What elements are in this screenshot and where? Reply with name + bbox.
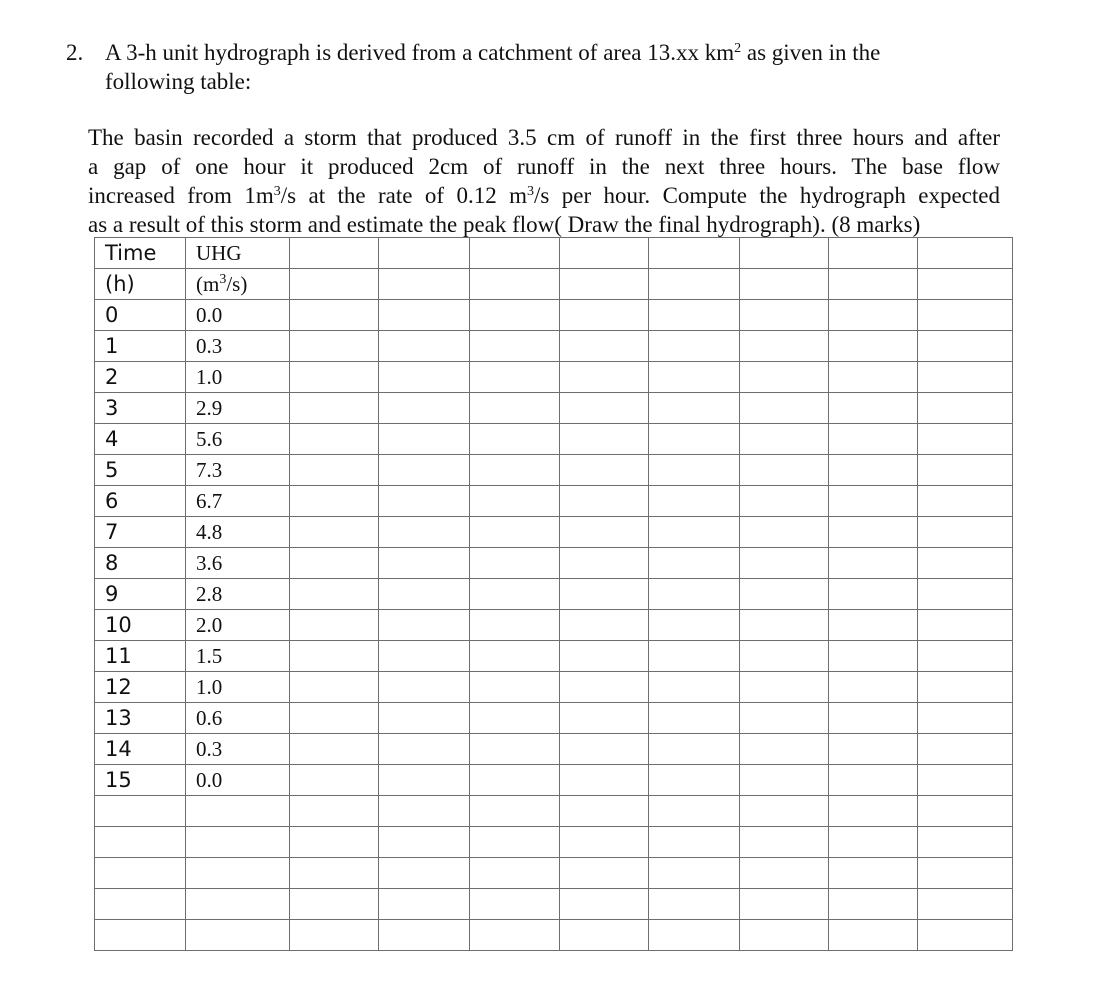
empty-cell (740, 300, 829, 331)
empty-cell (290, 269, 379, 300)
empty-cell (379, 889, 470, 920)
empty-cell (829, 238, 918, 269)
empty-cell (379, 517, 470, 548)
empty-cell (649, 455, 740, 486)
empty-cell (829, 579, 918, 610)
empty-cell (740, 610, 829, 641)
empty-cell (740, 424, 829, 455)
empty-cell (379, 579, 470, 610)
uhg-unit-a: (m (196, 271, 220, 296)
empty-cell (470, 486, 560, 517)
question-number: 2. (66, 40, 84, 65)
empty-cell (290, 641, 379, 672)
empty-cell (290, 579, 379, 610)
blank-row (95, 827, 1013, 858)
empty-cell (918, 269, 1013, 300)
time-cell: 14 (95, 734, 186, 765)
empty-cell (379, 610, 470, 641)
uhg-cell: 2.0 (186, 610, 290, 641)
empty-cell (649, 238, 740, 269)
empty-cell (290, 455, 379, 486)
uhg-cell: 0.0 (186, 765, 290, 796)
empty-cell (740, 517, 829, 548)
empty-cell (290, 672, 379, 703)
empty-cell (186, 796, 290, 827)
table-row (95, 672, 1013, 703)
empty-cell (186, 889, 290, 920)
table-row (95, 548, 1013, 579)
empty-cell (186, 858, 290, 889)
empty-cell (290, 424, 379, 455)
empty-cell (290, 486, 379, 517)
empty-cell (829, 641, 918, 672)
empty-cell (918, 300, 1013, 331)
empty-cell (918, 703, 1013, 734)
time-cell: 7 (95, 517, 186, 548)
empty-cell (740, 734, 829, 765)
blank-row (95, 920, 1013, 951)
empty-cell (290, 300, 379, 331)
empty-cell (649, 393, 740, 424)
table-row (95, 517, 1013, 548)
empty-cell (379, 703, 470, 734)
empty-cell (290, 796, 379, 827)
empty-cell (918, 672, 1013, 703)
paragraph-line-3-b: /s at the rate of 0.12 m (280, 183, 528, 208)
empty-cell (470, 765, 560, 796)
uhg-cell: 1.5 (186, 641, 290, 672)
empty-cell (649, 796, 740, 827)
header-row-2 (95, 269, 1013, 300)
table-row (95, 765, 1013, 796)
empty-cell (290, 765, 379, 796)
empty-cell (560, 548, 649, 579)
empty-cell (918, 858, 1013, 889)
empty-cell (740, 548, 829, 579)
table-row (95, 734, 1013, 765)
uhg-unit-exponent: 3 (219, 271, 227, 287)
empty-cell (740, 858, 829, 889)
empty-cell (290, 393, 379, 424)
empty-cell (290, 610, 379, 641)
empty-cell (560, 579, 649, 610)
empty-cell (649, 362, 740, 393)
empty-cell (560, 331, 649, 362)
empty-cell (649, 548, 740, 579)
empty-cell (290, 920, 379, 951)
empty-cell (470, 238, 560, 269)
empty-cell (186, 920, 290, 951)
question-text-b: as given in the (741, 40, 881, 65)
empty-cell (560, 486, 649, 517)
time-cell: 9 (95, 579, 186, 610)
paragraph-line-1: The basin recorded a storm that produced 3.5 cm of runoff in the first three hours and after (88, 125, 1000, 150)
empty-cell (470, 641, 560, 672)
header-uhg-unit (186, 269, 290, 300)
empty-cell (740, 238, 829, 269)
unit-hydrograph-table (94, 237, 1013, 951)
empty-cell (560, 889, 649, 920)
paragraph-line-4: as a result of this storm and estimate the peak flow( Draw the final hydrograph). (8 marks) (88, 212, 921, 237)
empty-cell (740, 796, 829, 827)
empty-cell (740, 703, 829, 734)
empty-cell (829, 393, 918, 424)
table-row (95, 300, 1013, 331)
empty-cell (918, 734, 1013, 765)
empty-cell (290, 517, 379, 548)
empty-cell (379, 238, 470, 269)
empty-cell (470, 579, 560, 610)
empty-cell (918, 827, 1013, 858)
empty-cell (829, 362, 918, 393)
table-row (95, 455, 1013, 486)
empty-cell (290, 331, 379, 362)
paragraph-line-3-a: increased from 1m (88, 183, 274, 208)
time-cell: 11 (95, 641, 186, 672)
empty-cell (290, 889, 379, 920)
uhg-cell: 0.0 (186, 300, 290, 331)
uhg-unit-b: /s) (226, 271, 248, 296)
empty-cell (186, 827, 290, 858)
empty-cell (829, 796, 918, 827)
empty-cell (740, 269, 829, 300)
empty-cell (95, 858, 186, 889)
paragraph-line-3 (88, 181, 1000, 210)
empty-cell (470, 455, 560, 486)
empty-cell (918, 610, 1013, 641)
time-cell: 5 (95, 455, 186, 486)
empty-cell (829, 858, 918, 889)
empty-cell (649, 610, 740, 641)
time-cell: 15 (95, 765, 186, 796)
header-time-unit: (h) (95, 269, 186, 300)
empty-cell (829, 765, 918, 796)
empty-cell (290, 858, 379, 889)
empty-cell (918, 486, 1013, 517)
empty-cell (379, 858, 470, 889)
empty-cell (379, 734, 470, 765)
blank-row (95, 796, 1013, 827)
empty-cell (740, 765, 829, 796)
empty-cell (379, 548, 470, 579)
empty-cell (379, 362, 470, 393)
empty-cell (829, 517, 918, 548)
empty-cell (649, 300, 740, 331)
empty-cell (740, 393, 829, 424)
empty-cell (829, 300, 918, 331)
empty-cell (649, 920, 740, 951)
header-time: Time (95, 238, 186, 269)
empty-cell (649, 641, 740, 672)
empty-cell (379, 672, 470, 703)
empty-cell (379, 765, 470, 796)
uhg-cell: 1.0 (186, 362, 290, 393)
empty-cell (470, 424, 560, 455)
empty-cell (829, 889, 918, 920)
uhg-cell: 0.6 (186, 703, 290, 734)
empty-cell (379, 827, 470, 858)
header-row-1 (95, 238, 1013, 269)
table-row (95, 579, 1013, 610)
empty-cell (379, 486, 470, 517)
question-line-2: following table: (105, 69, 252, 94)
uhg-cell: 7.3 (186, 455, 290, 486)
empty-cell (560, 424, 649, 455)
empty-cell (560, 455, 649, 486)
empty-cell (290, 827, 379, 858)
empty-cell (470, 548, 560, 579)
header-uhg: UHG (186, 238, 290, 269)
empty-cell (918, 331, 1013, 362)
empty-cell (829, 331, 918, 362)
empty-cell (829, 703, 918, 734)
empty-cell (918, 238, 1013, 269)
empty-cell (95, 827, 186, 858)
blank-row (95, 889, 1013, 920)
empty-cell (740, 672, 829, 703)
paragraph-line-2: a gap of one hour it produced 2cm of runoff in the next three hours. The base flow (88, 154, 1000, 179)
empty-cell (290, 238, 379, 269)
time-cell: 8 (95, 548, 186, 579)
empty-cell (740, 362, 829, 393)
empty-cell (470, 610, 560, 641)
table-row (95, 424, 1013, 455)
empty-cell (560, 300, 649, 331)
empty-cell (470, 269, 560, 300)
blank-row (95, 858, 1013, 889)
empty-cell (829, 424, 918, 455)
time-cell: 0 (95, 300, 186, 331)
empty-cell (918, 765, 1013, 796)
uhg-cell: 1.0 (186, 672, 290, 703)
empty-cell (829, 486, 918, 517)
empty-cell (560, 269, 649, 300)
empty-cell (829, 548, 918, 579)
empty-cell (649, 486, 740, 517)
empty-cell (560, 610, 649, 641)
empty-cell (829, 672, 918, 703)
empty-cell (379, 455, 470, 486)
table-row (95, 610, 1013, 641)
question-line-1 (105, 38, 880, 68)
empty-cell (470, 920, 560, 951)
empty-cell (918, 455, 1013, 486)
empty-cell (470, 734, 560, 765)
empty-cell (290, 362, 379, 393)
empty-cell (918, 796, 1013, 827)
table-row (95, 486, 1013, 517)
empty-cell (470, 331, 560, 362)
empty-cell (470, 796, 560, 827)
time-cell: 6 (95, 486, 186, 517)
uhg-cell: 6.7 (186, 486, 290, 517)
empty-cell (918, 393, 1013, 424)
paragraph-line-3-c: /s per hour. Compute the hydrograph expected (534, 183, 1000, 208)
exponent: 3 (527, 184, 535, 199)
empty-cell (649, 424, 740, 455)
empty-cell (470, 827, 560, 858)
empty-cell (470, 858, 560, 889)
empty-cell (560, 641, 649, 672)
empty-cell (560, 858, 649, 889)
table-row (95, 393, 1013, 424)
empty-cell (95, 889, 186, 920)
empty-cell (379, 424, 470, 455)
empty-cell (470, 889, 560, 920)
empty-cell (560, 734, 649, 765)
empty-cell (740, 889, 829, 920)
empty-cell (470, 362, 560, 393)
table-row (95, 362, 1013, 393)
time-cell: 10 (95, 610, 186, 641)
empty-cell (470, 517, 560, 548)
empty-cell (470, 672, 560, 703)
uhg-cell: 0.3 (186, 734, 290, 765)
empty-cell (918, 889, 1013, 920)
time-cell: 4 (95, 424, 186, 455)
empty-cell (829, 455, 918, 486)
empty-cell (379, 393, 470, 424)
empty-cell (560, 703, 649, 734)
empty-cell (560, 393, 649, 424)
empty-cell (649, 827, 740, 858)
empty-cell (649, 331, 740, 362)
empty-cell (560, 920, 649, 951)
area-exponent: 2 (734, 41, 742, 56)
uhg-cell: 2.8 (186, 579, 290, 610)
empty-cell (649, 734, 740, 765)
empty-cell (740, 579, 829, 610)
empty-cell (560, 827, 649, 858)
empty-cell (829, 734, 918, 765)
empty-cell (379, 641, 470, 672)
empty-cell (560, 796, 649, 827)
uhg-cell: 4.8 (186, 517, 290, 548)
empty-cell (560, 362, 649, 393)
empty-cell (649, 269, 740, 300)
empty-cell (740, 455, 829, 486)
empty-cell (740, 331, 829, 362)
empty-cell (649, 858, 740, 889)
empty-cell (470, 703, 560, 734)
time-cell: 2 (95, 362, 186, 393)
table-row (95, 641, 1013, 672)
empty-cell (470, 300, 560, 331)
empty-cell (470, 393, 560, 424)
empty-cell (560, 517, 649, 548)
empty-cell (379, 300, 470, 331)
time-cell: 1 (95, 331, 186, 362)
empty-cell (829, 269, 918, 300)
time-cell: 12 (95, 672, 186, 703)
empty-cell (95, 796, 186, 827)
question-text-a: A 3-h unit hydrograph is derived from a catchment of area 13.xx km (105, 40, 735, 65)
table-row (95, 703, 1013, 734)
exponent: 3 (273, 184, 281, 199)
empty-cell (560, 238, 649, 269)
empty-cell (918, 517, 1013, 548)
table-row (95, 331, 1013, 362)
empty-cell (918, 362, 1013, 393)
empty-cell (95, 920, 186, 951)
empty-cell (649, 765, 740, 796)
empty-cell (918, 579, 1013, 610)
empty-cell (829, 610, 918, 641)
empty-cell (649, 703, 740, 734)
time-cell: 3 (95, 393, 186, 424)
empty-cell (918, 641, 1013, 672)
empty-cell (290, 734, 379, 765)
time-cell: 13 (95, 703, 186, 734)
empty-cell (560, 672, 649, 703)
empty-cell (918, 548, 1013, 579)
empty-cell (918, 920, 1013, 951)
empty-cell (379, 269, 470, 300)
empty-cell (649, 672, 740, 703)
empty-cell (918, 424, 1013, 455)
empty-cell (649, 889, 740, 920)
empty-cell (829, 920, 918, 951)
empty-cell (290, 703, 379, 734)
empty-cell (740, 920, 829, 951)
uhg-cell: 0.3 (186, 331, 290, 362)
empty-cell (649, 517, 740, 548)
empty-cell (379, 920, 470, 951)
uhg-cell: 2.9 (186, 393, 290, 424)
empty-cell (740, 486, 829, 517)
empty-cell (560, 765, 649, 796)
empty-cell (740, 827, 829, 858)
empty-cell (649, 579, 740, 610)
empty-cell (829, 827, 918, 858)
uhg-cell: 5.6 (186, 424, 290, 455)
empty-cell (379, 796, 470, 827)
uhg-cell: 3.6 (186, 548, 290, 579)
empty-cell (740, 641, 829, 672)
empty-cell (379, 331, 470, 362)
empty-cell (290, 548, 379, 579)
